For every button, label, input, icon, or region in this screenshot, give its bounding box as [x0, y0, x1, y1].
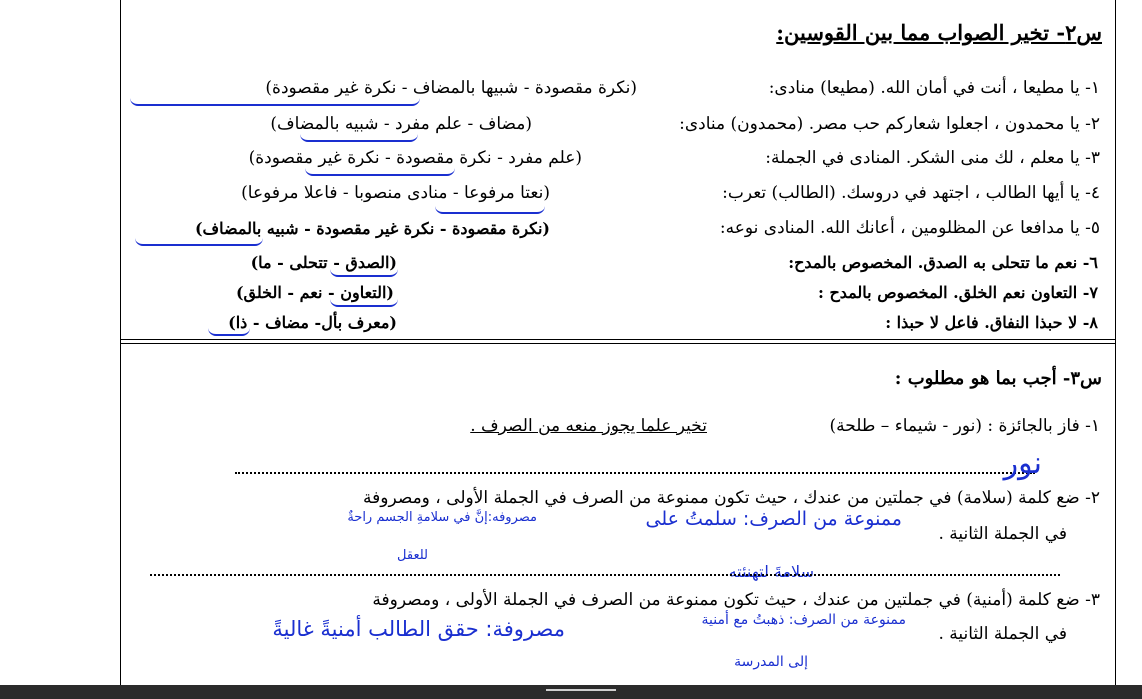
- q3-item-2-line-2: في الجملة الثانية .: [938, 524, 1067, 544]
- q2-item-7-options: (التعاون - نعم - الخلق): [235, 283, 394, 302]
- q3-item-2-line-1: ٢- ضع كلمة (سلامة) في جملتين من عندك ، حيث تكون ممنوعة من الصرف في الجملة الأولى ، ومصروفة: [363, 488, 1100, 508]
- q2-item-7: ٧- التعاون نعم الخلق. المخصوص بالمدح :: [817, 283, 1098, 302]
- underline-mark: [300, 128, 418, 142]
- handwritten-answer-3a-cont: إلى المدرسة: [734, 654, 808, 670]
- scroll-handle[interactable]: [546, 689, 616, 691]
- q2-item-1-options: (نكرة مقصودة - شبيها بالمضاف - نكرة غير مقصودة): [265, 78, 637, 98]
- q2-title: س٢- تخير الصواب مما بين القوسين:: [776, 20, 1102, 45]
- q2-item-3-options: (علم مفرد - نكرة مقصودة - نكرة غير مقصودة): [248, 148, 582, 168]
- q2-item-8: ٨- لا حبذا النفاق. فاعل لا حبذا :: [885, 313, 1098, 332]
- q3-item-1-task: تخير علما يجوز منعه من الصرف .: [470, 416, 707, 436]
- page-border-right: [1115, 0, 1116, 685]
- underline-mark: [208, 322, 250, 336]
- underline-mark: [330, 263, 398, 277]
- q2-item-3: ٣- يا معلم ، لك منى الشكر. المنادى في الجملة:: [765, 148, 1100, 168]
- q2-item-8-options: (معرف بأل- مضاف - ذا): [228, 313, 397, 332]
- q3-title: س٣- أجب بما هو مطلوب :: [894, 368, 1102, 389]
- handwritten-answer-1: نور: [1003, 446, 1042, 481]
- handwritten-answer-2a: ممنوعة من الصرف: سلمتُ على: [645, 508, 902, 530]
- underline-mark: [435, 198, 545, 214]
- q2-item-6: ٦- نعم ما تتحلى به الصدق. المخصوص بالمدح:: [788, 253, 1098, 272]
- section-divider: [120, 343, 1115, 344]
- q2-item-6-options: (الصدق - تتحلى - ما): [250, 253, 397, 272]
- q3-item-3-line-1: ٣- ضع كلمة (أمنية) في جملتين من عندك ، حيث تكون ممنوعة من الصرف في الجملة الأولى ، ومصروفة: [372, 590, 1100, 610]
- answer-line: [150, 574, 1060, 576]
- underline-mark: [135, 232, 263, 246]
- q2-item-2: ٢- يا محمدون ، اجعلوا شعاركم حب مصر. (محمدون) منادى:: [679, 114, 1100, 134]
- underline-mark: [130, 92, 420, 106]
- handwritten-answer-2a-cont: سلامةَ لتهنئته: [728, 562, 814, 581]
- q2-item-1: ١- يا مطيعا ، أنت في أمان الله. (مطيعا) منادى:: [768, 78, 1100, 98]
- q2-item-4-options: (نعتا مرفوعا - منادى منصوبا - فاعلا مرفوعا): [241, 183, 550, 203]
- q3-item-3-line-2: في الجملة الثانية .: [938, 624, 1067, 644]
- q3-item-1: ١- فاز بالجائزة : (نور - شيماء – طلحة): [829, 416, 1100, 436]
- answer-line: [235, 472, 1035, 474]
- q2-item-2-options: (مضاف - علم مفرد - شبيه بالمضاف): [270, 114, 532, 134]
- handwritten-answer-2b-cont: للعقل: [397, 548, 428, 563]
- handwritten-answer-3b: مصروفة: حقق الطالب أمنيةً غاليةً: [272, 617, 565, 641]
- handwritten-answer-3a: ممنوعة من الصرف: ذهبتُ مع أمنية: [701, 612, 906, 628]
- viewer-bottom-bar: [0, 685, 1142, 699]
- section-divider: [120, 339, 1115, 340]
- underline-mark: [330, 293, 398, 307]
- q2-item-4: ٤- يا أيها الطالب ، اجتهد في دروسك. (الطالب) تعرب:: [722, 183, 1100, 203]
- underline-mark: [305, 162, 455, 176]
- q2-item-5: ٥- يا مدافعا عن المظلومين ، أعانك الله. المنادى نوعه:: [719, 218, 1100, 238]
- q2-item-5-options: (نكرة مقصودة - نكرة غير مقصودة - شبيه بالمضاف): [194, 219, 550, 238]
- handwritten-answer-2b: مصروفه:إنَّ في سلامةِ الجسم راحةٌ: [347, 510, 537, 525]
